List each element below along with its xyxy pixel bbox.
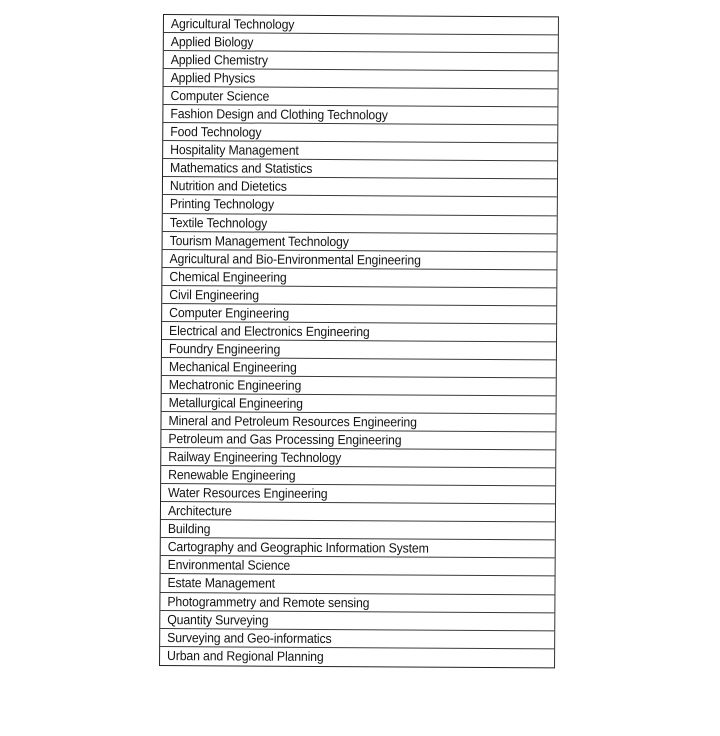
course-name: Civil Engineering — [169, 286, 260, 303]
course-row — [162, 286, 556, 306]
course-row — [162, 250, 556, 270]
course-row — [164, 69, 558, 89]
course-name: Foundry Engineering — [168, 340, 281, 357]
course-name: Textile Technology — [169, 214, 268, 231]
course-row — [163, 177, 557, 197]
course-name: Computer Science — [170, 88, 270, 104]
course-name: Environmental Science — [167, 557, 291, 574]
course-row — [161, 430, 555, 450]
course-row — [162, 304, 556, 324]
course-row — [163, 195, 557, 215]
course-row — [160, 647, 554, 667]
course-row — [160, 611, 554, 631]
course-row — [163, 232, 557, 252]
course-name: Electrical and Electronics Engineering — [169, 322, 370, 340]
course-name: Applied Physics — [170, 70, 256, 86]
course-name: Chemical Engineering — [169, 268, 287, 285]
course-name: Architecture — [167, 503, 232, 519]
course-name: Computer Engineering — [169, 304, 290, 321]
course-name: Mineral and Petroleum Resources Engineering — [168, 413, 417, 430]
course-row — [164, 33, 558, 53]
course-name: Building — [167, 521, 211, 537]
course-name: Agricultural Technology — [170, 16, 295, 32]
course-row — [162, 268, 556, 288]
course-name: Cartography and Geographic Information System — [167, 539, 429, 556]
course-name: Petroleum and Gas Processing Engineering — [168, 431, 402, 448]
course-row — [162, 340, 556, 360]
course-name: Applied Biology — [170, 34, 254, 50]
course-name: Fashion Design and Clothing Technology — [170, 106, 388, 123]
course-name: Estate Management — [167, 575, 275, 592]
course-name: Photogrammetry and Remote sensing — [167, 593, 370, 610]
course-name: Applied Chemistry — [170, 52, 268, 68]
course-row — [163, 105, 557, 125]
course-name: Railway Engineering Technology — [168, 449, 342, 466]
course-row — [160, 592, 554, 612]
course-row — [164, 51, 558, 71]
course-row — [161, 556, 555, 576]
course-name: Quantity Surveying — [167, 611, 269, 628]
course-name: Food Technology — [170, 124, 262, 140]
course-name: Metallurgical Engineering — [168, 395, 303, 411]
course-row — [161, 484, 555, 504]
course-row — [161, 412, 555, 432]
course-name: Tourism Management Technology — [169, 232, 349, 249]
course-name: Printing Technology — [169, 196, 275, 213]
course-name: Mechatronic Engineering — [168, 376, 302, 393]
course-name: Mathematics and Statistics — [170, 160, 313, 177]
course-row — [163, 123, 557, 143]
course-row — [162, 376, 556, 396]
course-row — [161, 448, 555, 468]
course-row — [161, 502, 555, 522]
course-row — [164, 15, 558, 35]
course-row — [162, 394, 556, 414]
course-name: Urban and Regional Planning — [167, 647, 324, 664]
course-row — [161, 466, 555, 486]
course-name: Nutrition and Dietetics — [169, 178, 287, 195]
course-row — [161, 520, 555, 540]
course-row — [162, 358, 556, 378]
course-name: Agricultural and Bio-Environmental Engineering — [169, 250, 421, 268]
course-row — [163, 214, 557, 234]
course-row — [161, 538, 555, 558]
course-name: Renewable Engineering — [168, 467, 296, 483]
course-name: Surveying and Geo-informatics — [167, 629, 332, 646]
course-row — [163, 87, 557, 107]
course-row — [163, 141, 557, 161]
course-row — [160, 629, 554, 649]
course-list-table — [159, 14, 559, 668]
course-row — [160, 574, 554, 594]
course-name: Water Resources Engineering — [168, 485, 328, 502]
course-row — [162, 322, 556, 342]
course-row — [163, 159, 557, 179]
course-name: Mechanical Engineering — [168, 358, 297, 375]
course-name: Hospitality Management — [170, 142, 299, 159]
